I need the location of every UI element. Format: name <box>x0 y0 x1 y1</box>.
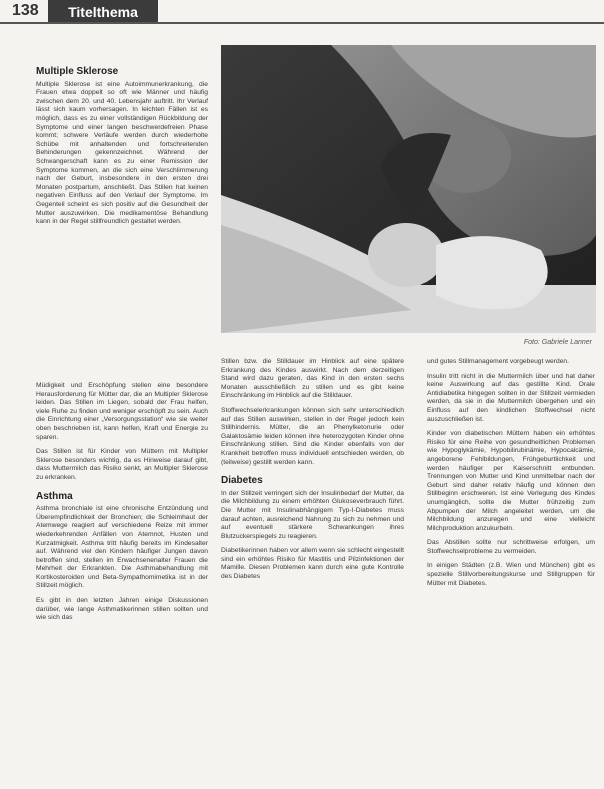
heading-diabetes: Diabetes <box>221 475 263 487</box>
paragraph: und gutes Stillmanagement vorgebeugt werden. <box>427 358 570 365</box>
page-number: 138 <box>12 2 39 19</box>
paragraph: Das Stillen ist für Kinder von Müttern mit Multipler Sklerose besonders wichtig, da es Hinweise darauf gibt, dass Muttermilch das Risiko senkt, an Multipler Sklerose zu erkranken. <box>36 448 208 481</box>
column-1-bottom <box>36 382 208 629</box>
paragraph: Müdigkeit und Erschöpfung stellen eine besondere Herausforderung für Mütter dar, die an Multipler Sklerose leiden. Das Stillen im Liegen, sobald der Frau helfen, viele Ruhe zu finden und weniger erschöpft zu sein. Auch die Einrichtung einer „Versorgungsstation“ wie sie weiter oben beschrieben ist, kann helfen, Kraft und Energie zu sparen. <box>36 382 208 441</box>
paragraph: Das Abstillen sollte nur schrittweise erfolgen, um Stoffwechselprobleme zu vermeiden. <box>427 539 595 555</box>
paragraph: Kinder von diabetischen Müttern haben ein erhöhtes Risiko für eine Reihe von gesundheitlichen Problemen wie Hypoglykämie, Hypobilirubinämie, Hypocalcämie, angeborene Fehlbildungen, Frühgeburtlichkeit und werden häufiger per Kaiserschnitt entbunden. Trennungen von Mutter und Kind unmittelbar nach der Geburt sind daher relativ häufig und können den Stillbeginn erschweren. Ist eine Verlegung des Kindes unumgänglich, sollte die Mutter frühzeitig zum Abpumpen der Milch angeleitet werden, um die Milchbildung anzuregen und eine vielleicht Milchproduktion anzukurbeln. <box>427 430 595 532</box>
header-rule <box>0 22 604 24</box>
paragraph: Insulin tritt nicht in die Muttermilch über und hat daher keine Auswirkung auf das gestillte Kind. Orale Antidiabetika hingegen sollten in der Stillzeit vermieden werden, da sie in die Muttermilch übergehen und ein Einfluss auf den kindlichen Stoffwechsel nicht auszuschließen ist. <box>427 372 595 423</box>
paragraph: In einigen Städten (z.B. Wien und München) gibt es spezielle Stillvorbereitungskurse und Stillgruppen für Mütter mit Diabetes. <box>427 562 595 587</box>
column-2 <box>221 358 404 588</box>
paragraph: Diabetikerinnen haben vor allem wenn sie schlecht eingestellt sind ein erhöhtes Risiko für Mastitis und Pilzinfektionen der Mamille. Diesen Problemen kann durch eine gute Kontrolle des Diabetes <box>221 547 404 581</box>
paragraph: Stillen bzw. die Stilldauer im Hinblick auf eine spätere Erkrankung des Kindes auswirkt. Nach dem derzeitigen Stand wird dazu geraten, das Kind in den ersten sechs Monaten ausschließlich zu stillen und es gibt keine Einschränkung im Hinblick auf die Stilldauer. <box>221 358 404 400</box>
paragraph: Stoffwechselerkrankungen können sich sehr unterschiedlich auf das Stillen auswirken, stellen in der Regel jedoch kein Stillhindernis. Mütter, die an Phenylketonurie oder Galaktosämie leiden können ihre heterozygoten Kinder ohne Einschränkung stillen. Sind die Kinder ebenfalls von der Krankheit betroffen muss individuell entschieden werden, ob (teilweise) gestillt werden kann. <box>221 406 404 466</box>
paragraph: Es gibt in den letzten Jahren einige Diskussionen darüber, wie lange Asthmatikerinnen stillen sollten und wie sich das <box>36 597 208 622</box>
heading-multiple-sklerose: Multiple Sklerose <box>36 66 119 77</box>
paragraph: Asthma bronchiale ist eine chronische Entzündung und Überempfindlichkeit der Bronchien; die Schleimhaut der Atemwege reagiert auf verschiedene Reize mit immer wiederkehrenden Anfällen von Atemnot, Husten und Kurzatmigkeit. Asthma tritt häufig bereits im Kindesalter auf. Während viel den Kindern häufiger Jungen davon betroffen sind, stellen im Erwachsenenalter Frauen die Mehrheit der Erkrankten. Die Asthmabehandlung mit Kortikosteroiden und Beta-Sympathomimetika ist in der Stillzeit möglich. <box>36 505 208 590</box>
column-3 <box>427 358 595 594</box>
paragraph: Multiple Sklerose ist eine Autoimmunerkrankung, die Frauen etwa doppelt so oft wie Männer und häufig zwischen dem 20. und 40. Lebensjahr auftritt. Ihr Verlauf lässt sich kaum vorhersagen. In leichten Fällen ist es möglich, dass es zu einer vollständigen Rückbildung der Symptome und einer langen beschwerdefreien Phase kommt; schwere Verläufe werden durch wiederholte Schübe mit anhaltenden und fortschreitenden Behinderungen gekennzeichnet. Während der Schwangerschaft kann es zu einer Remission der Symptome kommen, an die sich eine Verschlimmerung nach der Geburt, insbesondere in den ersten drei Monaten postpartum, anschließt. Das Stillen hat keinen negativen Einfluss auf den Verlauf der Symptome. Im Gegenteil scheint es sich positiv auf die Gesundheit der Mutter auszuwirken. Die medikamentöse Behandlung kann in der Regel stillfreundlich gestaltet werden. <box>36 80 208 226</box>
heading-asthma: Asthma <box>36 490 73 502</box>
column-1-top <box>36 68 208 233</box>
section-header-tab: Titelthema <box>48 0 158 24</box>
photo-illustration <box>221 45 596 333</box>
breastfeeding-photo <box>221 45 596 333</box>
photo-credit: Foto: Gabriele Lanner <box>523 339 592 346</box>
paragraph: In der Stillzeit verringert sich der Insulinbedarf der Mutter, da die Milchbildung zu einem erhöhten Glukoseverbrauch führt. Die Mutter mit Insulinabhängigem Typ-I-Diabetes muss darauf achten, ausreichend Nahrung zu sich zu nehmen und auf eventuell stärkere Schwankungen ihres Blutzuckerspiegels zu reagieren. <box>221 489 404 540</box>
